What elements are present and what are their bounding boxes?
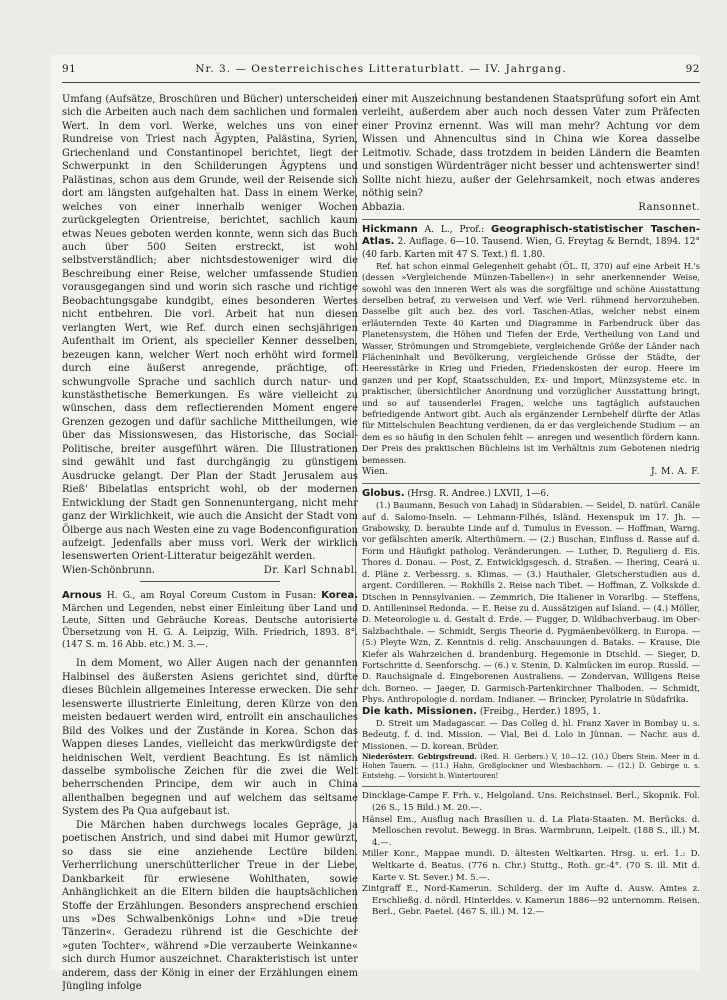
entry-header-hickmann: Hickmann A. L., Prof.: Geographisch-statistischer Taschen-Atlas. 2. Auflage. 6—10. Tausend. Wien, G. Freytag & Berndt, 1894. 12° (40 farb. Karten mit 47 S. Text.) fl. 1.80. — [362, 224, 700, 260]
literature-item: Dincklage-Campe F. Frh. v., Helgoland. Uns. Reichsinsel. Berl., Skopnik. Fol. (26 S., 15 Bild.) M. 20.—. — [362, 791, 700, 814]
signature-schnabl — [62, 564, 358, 578]
author-name: Hickmann — [362, 224, 418, 236]
page-number-right: 92 — [685, 63, 700, 75]
periodical-contents: D. Streit um Madagascar. — Das Colleg d. hl. Franz Xaver in Bombay u. s. Bedeutg. f. d. ind. Mission. — Vial, Bei d. Lolo in Jünnan. — Nachr. aus d. Missionen. — D. korean. Brüder. — [362, 717, 700, 751]
page-number-left: 91 — [62, 63, 77, 75]
review-continuation-text: Umfang (Aufsätze, Broschüren und Bücher) unterscheiden sich die Arbeiten auch nach dem sachlichen und formalen Wert. In dem vorl. Werke, welches uns von einer Rundreise von Triest nach Ägypten, Palästina, Syrien, Griechenland und Constantinopel berichtet, liegt der Schwerpunkt in den Schilderungen Ägyptens und Palästinas, schon aus dem Grunde, weil der Reisende sich dort am längsten aufgehalten hat. Dass in einem Werke, welches von einer innerhalb weniger Wochen zurückgelegten Orientreise, berichtet, sachlich kaum etwas Neues geboten werden konnte, wenn sich das Buch auch über 500 Seiten erstreckt, ist wohl selbstverständlich; aber nichtsdestoweniger wird die Beschreibung einer Reise, welcher umfassende Studien vorausgegangen sind und worin sich rasche und richtige Beobachtungsgabe kundgibt, eines besonderen Wertes nicht entbehren. Die vorl. Arbeit hat nun diesen verlangten Wert, wie Ref. durch einen sechsjährigen Aufenthalt im Orient, als specieller Kenner desselben, bezeugen kann, welcher Wert noch erhöht wird formell durch eine äußerst anregende, prächtige, oft schwungvolle Sprache und sachlich durch natur- und kunstästhetische Bemerkungen. Es wäre vielleicht zu wünschen, dass dem reflectierenden Moment engere Grenzen gezogen und dafür sachliche Mittheilungen, wie über das Missionswesen, das Historische, das Social-Politische, breiter ausgeführt wären. Die Illustrationen sind gewählt und fast durchgängig zu günstigem Ausdrucke gelangt. Der Plan der Stadt Jerusalem aus Rieß' Bibelatlas entspricht wohl, ob der modernen Entwicklung der Stadt gen Sonnenuntergang, nicht mehr ganz der Wirklichkeit, wie auch die Ansicht der Stadt vom Ölberge aus nach Westen eine zu vage Bodenconfiguration aufzeigt. Jedenfalls aber muss vorl. Werk der wirklich lesenswerten Orient-Litteratur beigezählt werden. — [62, 94, 358, 563]
signature-ransonnet — [362, 201, 700, 215]
signature-name: Ransonnet. — [638, 201, 700, 213]
review-continuation-text: einer mit Auszeichnung bestandenen Staatsprüfung sofort ein Amt verleiht, außerdem aber auch noch dessen Vater zum Präfecten einer Provinz ernennt. Was will man mehr? Achtung vor dem Wissen und Ahnencultus sind in China wie Korea dasselbe Leitmotiv. Schade, dass trotzdem in beiden Ländern die Beamten und sonstigen Würdenträger nicht besser und achtenswerter sind! Sollte nicht hiezu, außer der Gelehrsamkeit, noch etwas anderes nöthig sein? — [362, 94, 700, 200]
periodical-contents: (1.) Baumann, Besuch von Lahadj in Südarabien. — Seidel, D. natürl. Canäle auf d. Salomo-Inseln. — Lehmann-Filhés, Isländ. Hexenspuk im 17. Jh. — Grabowsky, D. beraubte Linde auf d. Tumulus in Evesson. — Hoffman, Warng. vor gefälschten amerik. Alterthümern. — (2.) Buschan, Einfluss d. Rasse auf d. Form und Häufigkt patholog. Veränderungen. — Luther, D. Regulierg d. Eis. Thores d. Donau. — Post, Z. Entwicklgsgesch. d. Straßen. — Ihering, Ceará u. d. Pläne z. Verbessrg. s. Klimas. — (3.) Hauthaler, Gletscherstudien aus d. argent. Cordilleren. — Rokhills 2. Reise nach Tibet. — Hoffman, Z. Volkskde d. Dtschen in Pennsylvanien. — Zemmrich, Die Italiener in Vorarlbg. — Steffens, D. Antilleninsel Redonda. — E. Reise zu d. Aussätzigen auf Island. — (4.) Möller, D. Meteorologie u. d. Gestalt d. Erde. — Fugger, D. Wildbachverbaug. im Ober-Salzbachthale. — Schmidt, Sergis Theorie d. Pygmäenbevölkerg. in Europa. — (5.) Pleyte Wzn, Z. Kenntnis d. relig. Anschauungen d. Bataks. — Krause, Die Kiefer als Wahrzeichen d. brandenburg. Hegemonie in Dtschld. — Sieger, D. Fortschritte d. Seenforschg. — (6.) v. Stenin, D. Kalmücken im europ. Russld. — D. Rauchsignale d. Eingeborenen Australiens. — Zondervan, Willigens Reise dch. Borneo. — Jaeger, D. Garmisch-Partenkirchner Thalboden. — Schmidt, Phys. Anthropologie d. nordam. Indianer. — Brincker, Pyrolatrie in Südafrika. — [362, 500, 700, 705]
left-column — [62, 93, 358, 994]
book-title: Korea. — [321, 590, 358, 602]
periodical-name: Globus. — [362, 488, 405, 500]
signature-name: J. M. A. F. — [651, 467, 700, 478]
periodical-header-missionen: Die kath. Missionen. (Freibg., Herder.) 1895, 1. — [362, 705, 601, 717]
review-paragraph: Die Märchen haben durchwegs locales Gepräge, ja poetischen Anstrich, und sind dabei mit Humor gewürzt, so dass sie eine anziehende Lectüre bilden. Verherrlichung unerschütterlicher Treue in der Liebe, Dankbarkeit für erwiesene Wohlthaten, sowie Anhänglichkeit an die Eltern bilden die hauptsächlichen Stoffe der Erzählungen. Besonders ansprechend erschien uns »Des Schwalbenkönigs Lohn« und »Die treue Tänzerin«. Geradezu rührend ist die Geschichte der »guten Tochter«, während »Die verzauberte Weinkanne« sich durch Humor auszeichnet. Charakteristisch ist unter anderem, dass der König in einer der Erzählungen einem Jüngling infolge — [62, 819, 358, 993]
literature-item: Zintgraff E., Nord-Kamerun. Schilderg. der im Aufte d. Ausw. Amtes z. Erschließg. d. nördl. Hinterldes. v. Kamerun 1886—92 unternomm. Reisen. Berl., Gebr. Paetel. (467 S. ill.) M. 12.— — [362, 884, 700, 918]
book-title: Geographisch-statistischer Taschen-Atlas. — [362, 224, 700, 248]
signature-jmaf — [362, 466, 700, 478]
right-column — [362, 93, 700, 919]
header-rule — [62, 82, 700, 83]
entry-separator — [362, 219, 700, 220]
entry-separator — [362, 483, 700, 484]
review-end-rule — [140, 581, 280, 582]
review-paragraph: Ref. hat schon einmal Gelegenheit gehabt (ÖL. II, 370) auf eine Arbeit H.'s (dessen »Vergleichende Münzen-Tabellen«) in sehr anerkennender Weise, sowohl was den inneren Wert als was die sorgfältige und schöne Ausstattung derselben betraf, zu verweisen und Verf. wie Verl. rühmend hervorzuheben. Dasselbe gilt auch bez. des vorl. Taschen-Atlas, welcher nebst einem erläuternden Texte 40 Karten und Diagramme in Farbendruck über das Planetensystem, die Höhen und Tiefen der Erde, Vertheilung von Land und Wasser, Strömungen und Stromgebiete, vergleichende Größe der Länder nach Flächeninhalt und Bevölkerung, vergleichende Grösse der Städte, der Heeresstärke in Krieg und Frieden, Friedenskosten der europ. Heere im ganzen und per Kopf, Staatsschulden, Ex- und Import, Münzsysteme etc. in praktischer, übersichtlicher Anordnung und vorzüglicher Ausstattung bringt, und so auf tausenderlei Fragen, welche uns tagtäglich aufstauchen befriedigende Antwort gibt. Auch als ergänzender Lernbehelf dürfte der Atlas für Mittelschulen Beachtung verdienen, da er das vergleichende Studium — an dem es so häufig in den Schulen fehlt — anregen und wesentlich fördern kann. Der Preis des praktischen Büchleins ist im Verhältnis zum Gebotenen niedrig bemessen. — [362, 260, 700, 465]
literature-item: Hänsel Em., Ausflug nach Brasilien u. d. La Plata-Staaten. M. Berücks. d. Melloschen revolut. Bewegg. in Bras. Warmbrunn, Leipelt. (188 S., ill.) M. 4.—. — [362, 814, 700, 848]
running-header — [62, 63, 700, 79]
journal-page — [50, 55, 700, 993]
signature-place: Abbazia. — [362, 201, 406, 213]
journal-title: Nr. 3. — Oesterreichisches Litteraturblatt. — IV. Jahrgang. — [195, 63, 567, 75]
periodical-gebirgsfreund: Niederösterr. Gebirgsfreund. (Red. H. Gerbers.) V, 10—12. (10.) Übers Stein. Meer in d. Hohen Tauern. — (11.) Hahn, Großglockner und Wiesbachhorn. — (12.) D. Gebirge u. s. Entstehg. — Vorsicht b. Wintertouren! — [362, 751, 700, 780]
periodical-name: Die kath. Missionen. — [362, 705, 477, 717]
entry-header-arnous: Arnous H. G., am Royal Coreum Custom in Fusan: Korea. Märchen und Legenden, nebst einer Einleitung über Land und Leute, Sitten und Gebräuche Koreas. Deutsche autorisierte Übersetzung von H. G. A. Leipzig, Wilh. Friedrich, 1893. 8°. (147 S. m. 16 Abb. etc.) M. 3.—. — [62, 590, 358, 651]
signature-place: Wien. — [362, 467, 388, 478]
periodical-name: Niederösterr. Gebirgsfreund. — [362, 751, 477, 761]
review-paragraph: In dem Moment, wo Aller Augen nach der genannten Halbinsel des äußersten Asiens gerichtet sind, dürfte dieses Büchlein allgemeines Interesse erwecken. Die sehr lesenswerte illustrierte Einleitung, deren Kürze von den meisten bedauert werden wird, entrollt ein anschauliches Bild des Volkes und der Zustände in Korea. Schon das Wappen dieses Landes, vielleicht das merkwürdigste der heidnischen Welt, verdient Beachtung. Es ist nämlich dasselbe symbolische Zeichen für die zwei die Welt beherrschenden Principe, dem wir auch in China allenthalben begegnen und auf welchem das seltsame System des Pa Qua aufgebaut ist. — [62, 658, 358, 818]
author-name: Arnous — [62, 590, 102, 602]
signature-name: Dr. Karl Schnabl. — [263, 564, 358, 576]
entry-separator — [362, 786, 700, 787]
periodical-header-globus: Globus. (Hrsg. R. Andree.) LXVII, 1—6. — [362, 488, 549, 500]
literature-item: Miller Konr., Mappae mundi. D. ältesten Weltkarten. Hrsg. u. erl. 1.: D. Weltkarte d. Beatus. (776 n. Chr.) Stuttg., Roth. gr.-4°. (70 S. ill. Mit d. Karte v. St. Sever.) M. 5.—. — [362, 849, 700, 883]
signature-place: Wien-Schönbrunn. — [62, 564, 155, 576]
